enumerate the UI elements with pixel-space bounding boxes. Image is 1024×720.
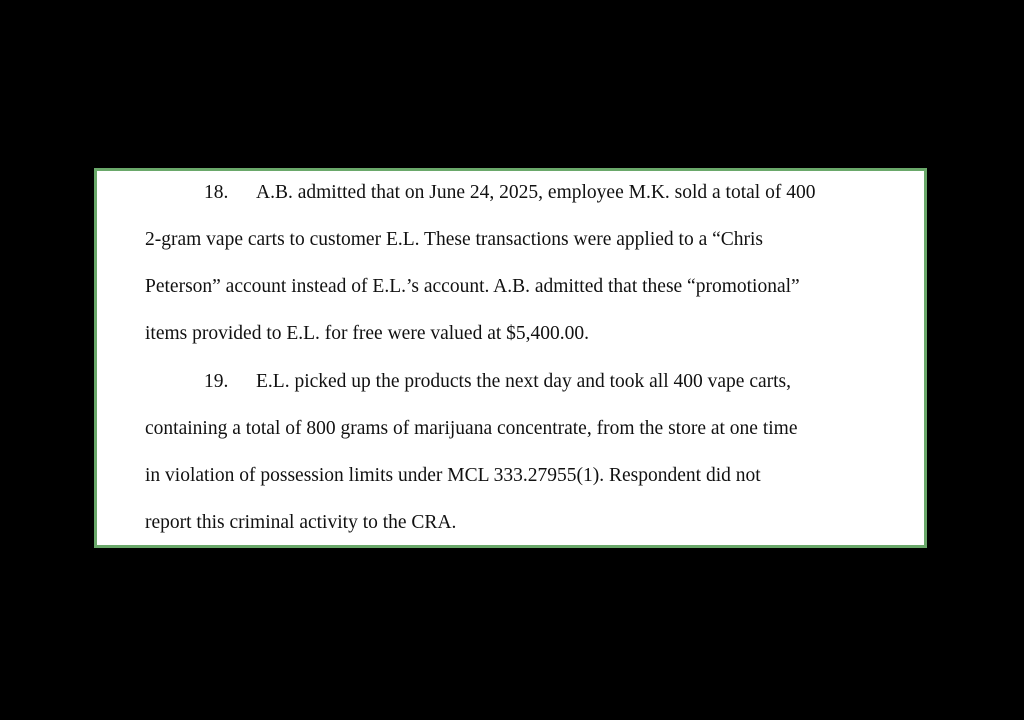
paragraph-18-line-4: items provided to E.L. for free were valued at $5,400.00. xyxy=(145,323,590,344)
document-excerpt xyxy=(94,168,927,548)
paragraph-text: E.L. picked up the products the next day and took all 400 vape carts, xyxy=(256,371,792,392)
paragraph-18-line-2: 2-gram vape carts to customer E.L. These transactions were applied to a “Chris xyxy=(145,229,764,250)
paragraph-text: A.B. admitted that on June 24, 2025, employee M.K. sold a total of 400 xyxy=(256,182,816,203)
paragraph-18-line-3: Peterson” account instead of E.L.’s account. A.B. admitted that these “promotional” xyxy=(145,276,800,297)
paragraph-19-line-1 xyxy=(204,370,791,394)
paragraph-19-line-3: in violation of possession limits under MCL 333.27955(1). Respondent did not xyxy=(145,465,761,486)
paragraph-19-line-4: report this criminal activity to the CRA. xyxy=(145,512,457,533)
paragraph-18-line-1 xyxy=(204,181,815,205)
paragraph-19-line-2: containing a total of 800 grams of marijuana concentrate, from the store at one time xyxy=(145,418,798,439)
paragraph-number: 19. xyxy=(204,371,229,392)
paragraph-number: 18. xyxy=(204,182,229,203)
